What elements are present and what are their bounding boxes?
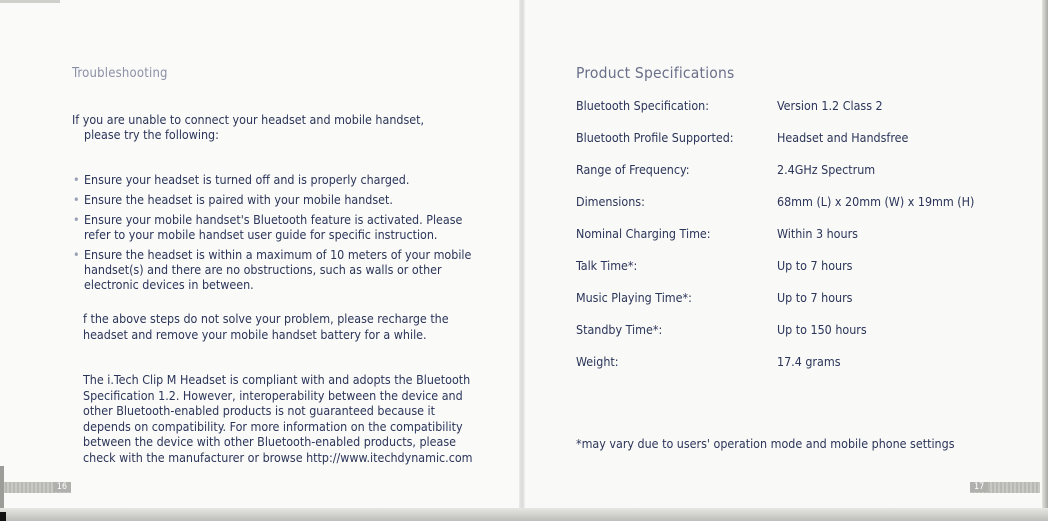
intro-line-1: If you are unable to connect your headset and mobile handset, <box>72 112 425 127</box>
spec-label: Nominal Charging Time: <box>576 226 711 241</box>
specifications-heading: Product Specifications <box>576 64 735 82</box>
spec-label: Standby Time*: <box>576 322 663 337</box>
bullet-icon: • <box>73 211 80 227</box>
bullet-icon: • <box>73 246 80 262</box>
spec-value: Version 1.2 Class 2 <box>777 98 883 113</box>
list-item-text: Ensure your headset is turned off and is properly charged. <box>84 172 410 187</box>
list-item <box>72 212 492 243</box>
page-number-left <box>3 482 71 493</box>
recharge-paragraph: f the above steps do not solve your problem, please recharge the headset and remove your mobile handset battery for a while. <box>83 311 449 342</box>
spec-label: Weight: <box>576 354 619 369</box>
list-item <box>72 247 492 293</box>
scan-mark <box>0 0 60 3</box>
book-gutter <box>519 0 525 521</box>
list-item-text: Ensure the headset is paired with your mobile handset. <box>84 191 393 207</box>
compatibility-paragraph: The i.Tech Clip M Headset is compliant with and adopts the Bluetooth Specification 1.2. However, interoperability between the device and other Bluetooth-enabled products is not guaranteed because it depends on compatibility. For more information on the compatibility between the device with other Bluetooth-enabled products, please check with the manufacturer or browse http://www.itechdynamic.com <box>83 372 473 465</box>
spec-value: 2.4GHz Spectrum <box>777 162 876 177</box>
spec-value: 17.4 grams <box>777 354 841 369</box>
specs-footnote: *may vary due to users' operation mode and mobile phone settings <box>576 436 955 451</box>
page-edge-shadow <box>1042 0 1048 521</box>
scan-mark <box>0 466 4 508</box>
page-number-text: 16 <box>53 482 71 492</box>
intro-paragraph <box>72 112 482 142</box>
bullet-icon: • <box>73 172 80 187</box>
scan-mark <box>0 512 6 521</box>
intro-line-2: please try the following: <box>84 127 219 142</box>
spec-value: Up to 7 hours <box>777 290 853 305</box>
list-item <box>72 172 492 187</box>
spec-label: Dimensions: <box>576 194 645 209</box>
spec-label: Bluetooth Profile Supported: <box>576 130 734 145</box>
bullet-icon: • <box>73 191 80 207</box>
spec-value: Within 3 hours <box>777 226 858 241</box>
spec-value: Up to 150 hours <box>777 322 867 337</box>
page-number-text: 17 <box>970 482 988 492</box>
spec-value: 68mm (L) x 20mm (W) x 19mm (H) <box>777 194 975 209</box>
spec-label: Talk Time*: <box>576 258 638 273</box>
spec-value: Headset and Handsfree <box>777 130 909 145</box>
troubleshooting-heading: Troubleshooting <box>72 66 168 81</box>
spec-value: Up to 7 hours <box>777 258 853 273</box>
page-number-right <box>970 482 1040 493</box>
list-item-text: Ensure the headset is within a maximum of 10 meters of your mobile handset(s) and there are no obstructions, such as walls or other electronic devices in between. <box>84 246 472 293</box>
list-item-text: Ensure your mobile handset's Bluetooth feature is activated. Please refer to your mobile handset user guide for specific instruction. <box>84 211 463 242</box>
left-page <box>0 0 522 521</box>
troubleshooting-list <box>72 172 492 297</box>
spec-label: Music Playing Time*: <box>576 290 692 305</box>
spec-label: Bluetooth Specification: <box>576 98 709 113</box>
page-bottom-shadow <box>0 508 1048 521</box>
list-item <box>72 192 492 207</box>
spec-label: Range of Frequency: <box>576 162 690 177</box>
